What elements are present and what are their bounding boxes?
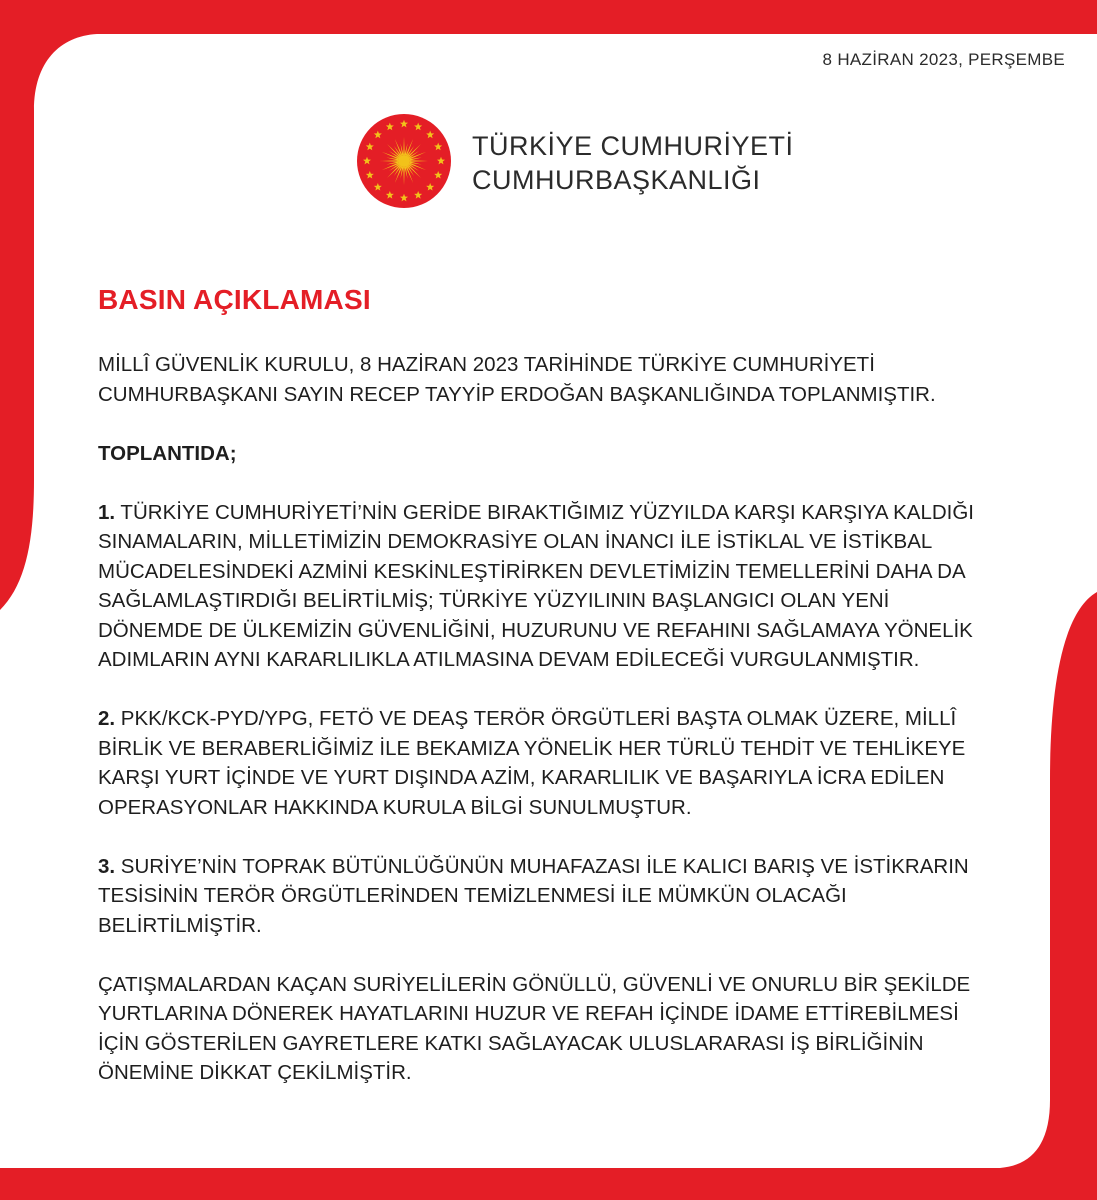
institution-name (472, 129, 794, 197)
item-text: PKK/KCK-PYD/YPG, FETÖ VE DEAŞ TERÖR ÖRGÜTLERİ BAŞTA OLMAK ÜZERE, MİLLÎ BİRLİK VE BERABERLİĞİMİZ İLE BEKAMIZA YÖNELİK HER TÜRLÜ TEHDİT VE TEHLİKEYE KARŞI YURT İÇİNDE VE YURT DIŞINDA AZİM, KARARLILIK VE BAŞARIYLA İCRA EDİLEN OPERASYONLAR HAKKINDA KURULA BİLGİ SUNULMUŞTUR. (98, 707, 966, 819)
item-1 (98, 498, 998, 675)
release-body (98, 350, 998, 1117)
headline: BASIN AÇIKLAMASI (98, 284, 371, 315)
release-date: 8 HAZİRAN 2023, PERŞEMBE (822, 50, 1065, 69)
institution-name-line1: TÜRKİYE CUMHURİYETİ (472, 131, 794, 161)
item-text: TÜRKİYE CUMHURİYETİ’NİN GERİDE BIRAKTIĞIMIZ YÜZYILDA KARŞI KARŞIYA KALDIĞI SINAMALARIN, MİLLETİMİZİN DEMOKRASİYE OLAN İNANCI İLE İSTİKLAL VE İSTİKBAL MÜCADELESİNDEKİ AZMİNİ KESKİNLEŞTİRİRKEN DEVLETİMİZİN TEMELLERİNİ DAHA DA SAĞLAMLAŞTIRDIĞI BELİRTİLMİŞ; TÜRKİYE YÜZYILININ BAŞLANGICI OLAN YENİ DÖNEMDE DE ÜLKEMİZİN GÜVENLİĞİNİ, HUZURUNU VE REFAHINI SAĞLAMAYA YÖNELİK ADIMLARIN AYNI KARARLILIKLA ATILMASINA DEVAM EDİLECEĞİ VURGULANMIŞTIR. (98, 500, 975, 671)
subheading: TOPLANTIDA; (98, 441, 237, 465)
item-number: 1. (98, 500, 116, 524)
intro-paragraph: MİLLÎ GÜVENLİK KURULU, 8 HAZİRAN 2023 TARİHİNDE TÜRKİYE CUMHURİYETİ CUMHURBAŞKANI SAYIN RECEP TAYYİP ERDOĞAN BAŞKANLIĞINDA TOPLANMIŞTIR. (98, 353, 936, 406)
item-3 (98, 852, 998, 941)
presidential-seal-icon (356, 113, 452, 209)
item-number: 3. (98, 854, 116, 878)
closing-paragraph: ÇATIŞMALARDAN KAÇAN SURİYELİLERİN GÖNÜLLÜ, GÜVENLİ VE ONURLU BİR ŞEKİLDE YURTLARINA DÖNEREK HAYATLARINI HUZUR VE REFAH İÇİNDE İDAME ETTİREBİLMESİ İÇİN GÖSTERİLEN GAYRETLERE KATKI SAĞLAYACAK ULUSLARARASI İŞ BİRLİĞİNİN ÖNEMİNE DİKKAT ÇEKİLMİŞTİR. (98, 972, 971, 1084)
item-text: SURİYE’NİN TOPRAK BÜTÜNLÜĞÜNÜN MUHAFAZASI İLE KALICI BARIŞ VE İSTİKRARIN TESİSİNİN TERÖR ÖRGÜTLERİNDEN TEMİZLENMESİ İLE MÜMKÜN OLACAĞI BELİRTİLMİŞTİR. (98, 854, 969, 937)
institution-name-line2: CUMHURBAŞKANLIĞI (472, 165, 761, 195)
item-2 (98, 704, 998, 822)
item-number: 2. (98, 707, 116, 730)
